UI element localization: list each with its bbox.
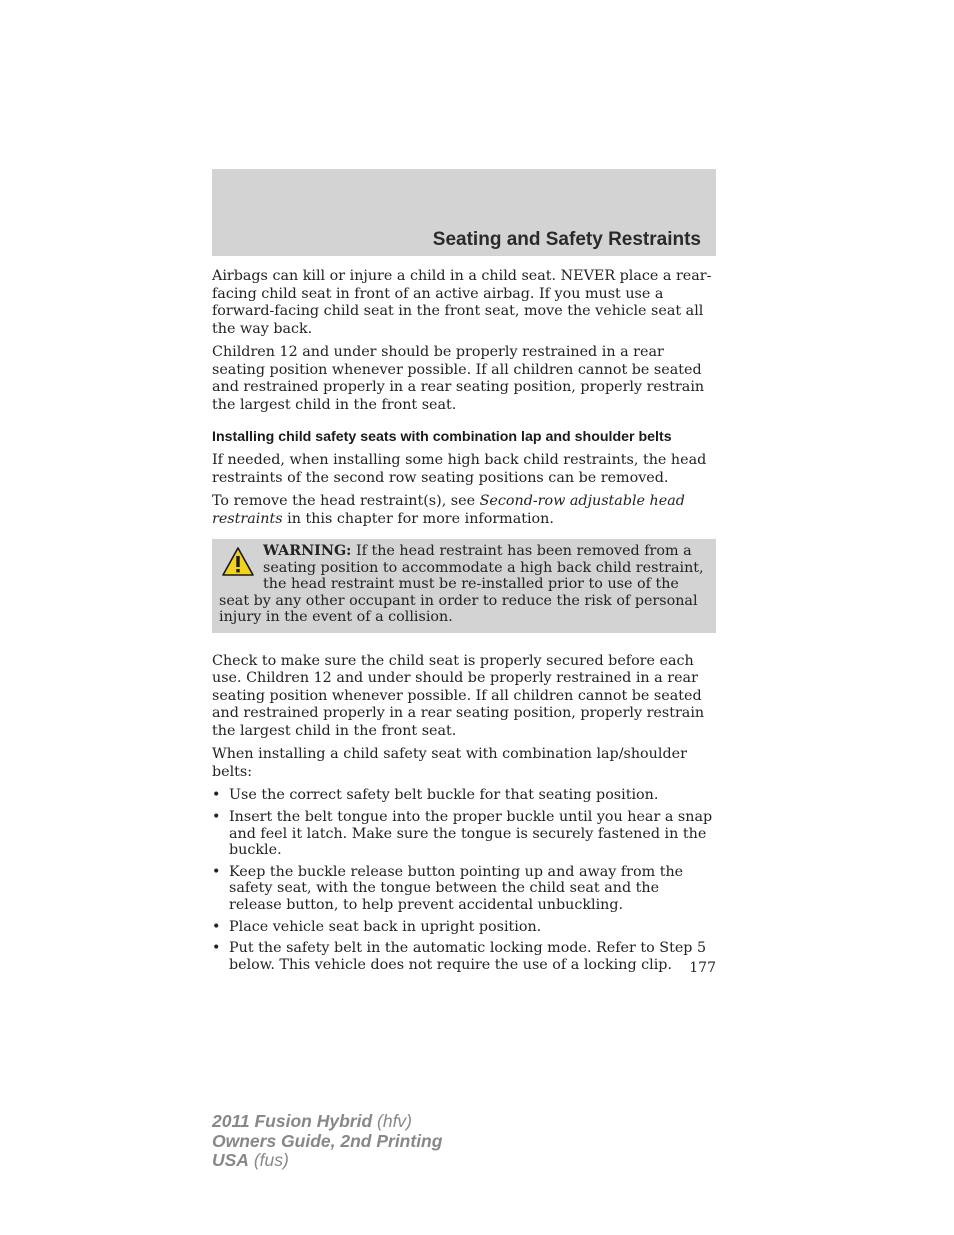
list-item: • Put the safety belt in the automatic locking mode. Refer to Step 5 below. This vehicle does not require the use of a locking clip.	[212, 940, 707, 973]
warning-label: WARNING:	[263, 543, 352, 559]
reference-prefix: To remove the head restraint(s), see	[212, 493, 480, 509]
bullet-glyph: •	[212, 940, 221, 957]
section-title: Seating and Safety Restraints	[432, 229, 701, 250]
footer-line-model: 2011 Fusion Hybrid (hfv)	[212, 1111, 413, 1131]
warning-box	[212, 539, 716, 633]
page-number: 177	[689, 960, 716, 976]
bullet-glyph: •	[212, 863, 221, 880]
cross-reference: Second-row adjustable head restraints	[212, 493, 685, 527]
document-footer	[212, 1112, 442, 1171]
section-header-band	[212, 169, 716, 256]
page-content	[212, 268, 716, 978]
warning-text: If the head restraint has been removed from a seating position to accommodate a high back child restraint, the head restraint must be re-installed prior to use of the seat by any other occupant in order to reduce the risk of personal injury in the event of a collision.	[219, 543, 704, 626]
list-item: • Keep the buckle release button pointing up and away from the safety seat, with the tongue between the child seat and the release button, to help prevent accidental unbuckling.	[212, 863, 684, 914]
paragraph-installing-intro: When installing a child safety seat with combination lap/shoulder belts:	[212, 746, 687, 780]
paragraph-check-child-seat: Check to make sure the child seat is properly secured before each use. Children 12 and under should be properly restrained in a rear seating position whenever possible. If all children cannot be seated and restrained properly in a rear seating position, properly restrain the largest child in the front seat.	[212, 652, 705, 739]
warning-triangle-icon	[221, 546, 255, 578]
reference-suffix: in this chapter for more information.	[282, 510, 554, 527]
paragraph-head-restraints: If needed, when installing some high back child restraints, the head restraints of the second row seating positions can be removed.	[212, 452, 707, 486]
paragraph-remove-head-restraint	[212, 493, 716, 528]
bullet-glyph: •	[212, 787, 221, 804]
footer-line-edition: Owners Guide, 2nd Printing	[212, 1130, 443, 1151]
bullet-glyph: •	[212, 809, 221, 826]
list-item: • Use the correct safety belt buckle for that seating position.	[212, 787, 659, 804]
paragraph-children-restraint: Children 12 and under should be properly restrained in a rear seating position whenever possible. If all children cannot be seated and restrained properly in a rear seating position, properly restrain the largest child in the front seat.	[212, 344, 705, 413]
footer-line-market: USA (fus)	[212, 1150, 289, 1170]
list-item: • Place vehicle seat back in upright position.	[212, 918, 542, 935]
paragraph-airbag-warning: Airbags can kill or injure a child in a child seat. NEVER place a rear-facing child seat in front of an active airbag. If you must use a forward-facing child seat in the front seat, move the vehicle seat all the way back.	[212, 268, 712, 337]
section-heading: Installing child safety seats with combination lap and shoulder belts	[212, 429, 672, 445]
bullet-glyph: •	[212, 918, 221, 935]
list-item: • Insert the belt tongue into the proper buckle until you hear a snap and feel it latch. Make sure the tongue is securely fastened in the buckle.	[212, 809, 713, 859]
installation-steps-list	[212, 787, 716, 973]
